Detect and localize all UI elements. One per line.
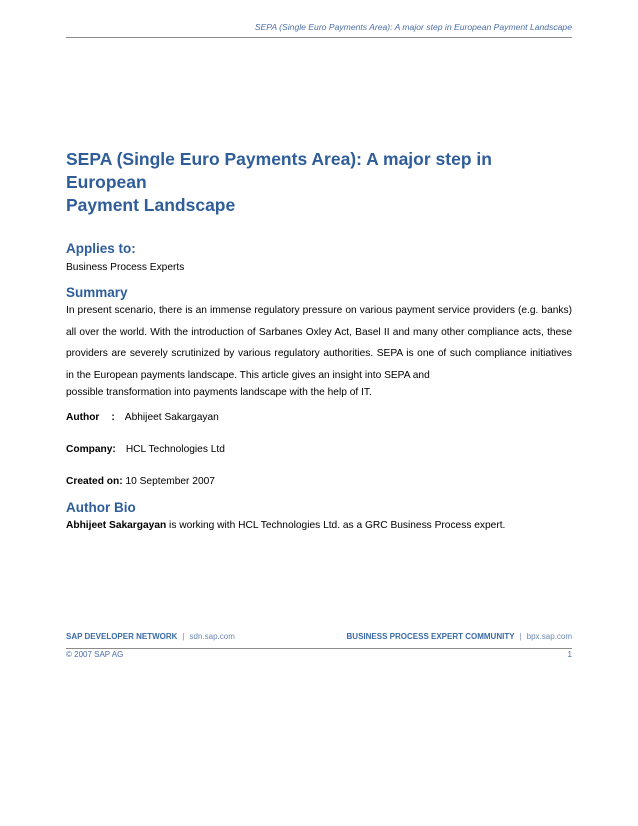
document-title: [66, 148, 572, 217]
author-colon: :: [111, 412, 115, 424]
bpx-footer-group: [347, 632, 572, 641]
bpx-label: BUSINESS PROCESS EXPERT COMMUNITY: [346, 632, 515, 641]
page-number: 1: [567, 650, 572, 659]
company-line: [66, 443, 572, 456]
author-bio-name: Abhijeet Sakargayan: [66, 520, 167, 532]
bpx-url: bpx.sap.com: [526, 632, 572, 641]
applies-to-text: Business Process Experts: [66, 262, 185, 273]
created-on-label: Created on:: [66, 476, 123, 488]
running-header: SEPA (Single Euro Payments Area): A major step in European Payment Landscape: [66, 22, 572, 38]
author-bio-heading: Author Bio: [66, 500, 136, 516]
sdn-label: SAP DEVELOPER NETWORK: [66, 632, 178, 641]
author-label: Author: [66, 412, 100, 424]
created-on-value: 10 September 2007: [125, 476, 215, 488]
bpx-separator: |: [519, 632, 522, 641]
title-line-1: SEPA (Single Euro Payments Area): A major step in European: [66, 149, 492, 192]
author-bio-description: is working with HCL Technologies Ltd. as a GRC Business Process expert.: [166, 520, 506, 532]
title-line-2: Payment Landscape: [66, 195, 236, 215]
company-value: HCL Technologies Ltd: [125, 444, 225, 456]
copyright: © 2007 SAP AG: [66, 650, 124, 659]
summary-heading: Summary: [66, 285, 128, 300]
author-bio-text: [66, 519, 572, 532]
author-value: Abhijeet Sakargayan: [124, 412, 219, 424]
sdn-url: sdn.sap.com: [189, 632, 235, 641]
summary-paragraph: [66, 300, 572, 399]
author-line: [66, 411, 572, 424]
sdn-footer-group: [66, 632, 235, 641]
summary-text: In present scenario, there is an immense regulatory pressure on various payment service providers (e.g. banks) all over the world. With the introduction of Sarbanes Oxley Act, Basel II and many other compliance acts, these providers are severely scrutinized by various regulatory authorities. SEPA is one of such compliance initiatives in the European payments landscape. This article gives an insight into SEPA and: [66, 305, 572, 381]
created-on-line: [66, 475, 572, 488]
summary-last-line: possible transformation into payments landscape with the help of IT.: [66, 387, 372, 399]
sdn-separator: |: [182, 632, 185, 641]
community-footer: [66, 632, 572, 649]
page-footer: [66, 650, 572, 659]
applies-to-heading: Applies to:: [66, 241, 136, 256]
company-label: Company:: [66, 444, 116, 456]
document-body: [66, 148, 572, 532]
